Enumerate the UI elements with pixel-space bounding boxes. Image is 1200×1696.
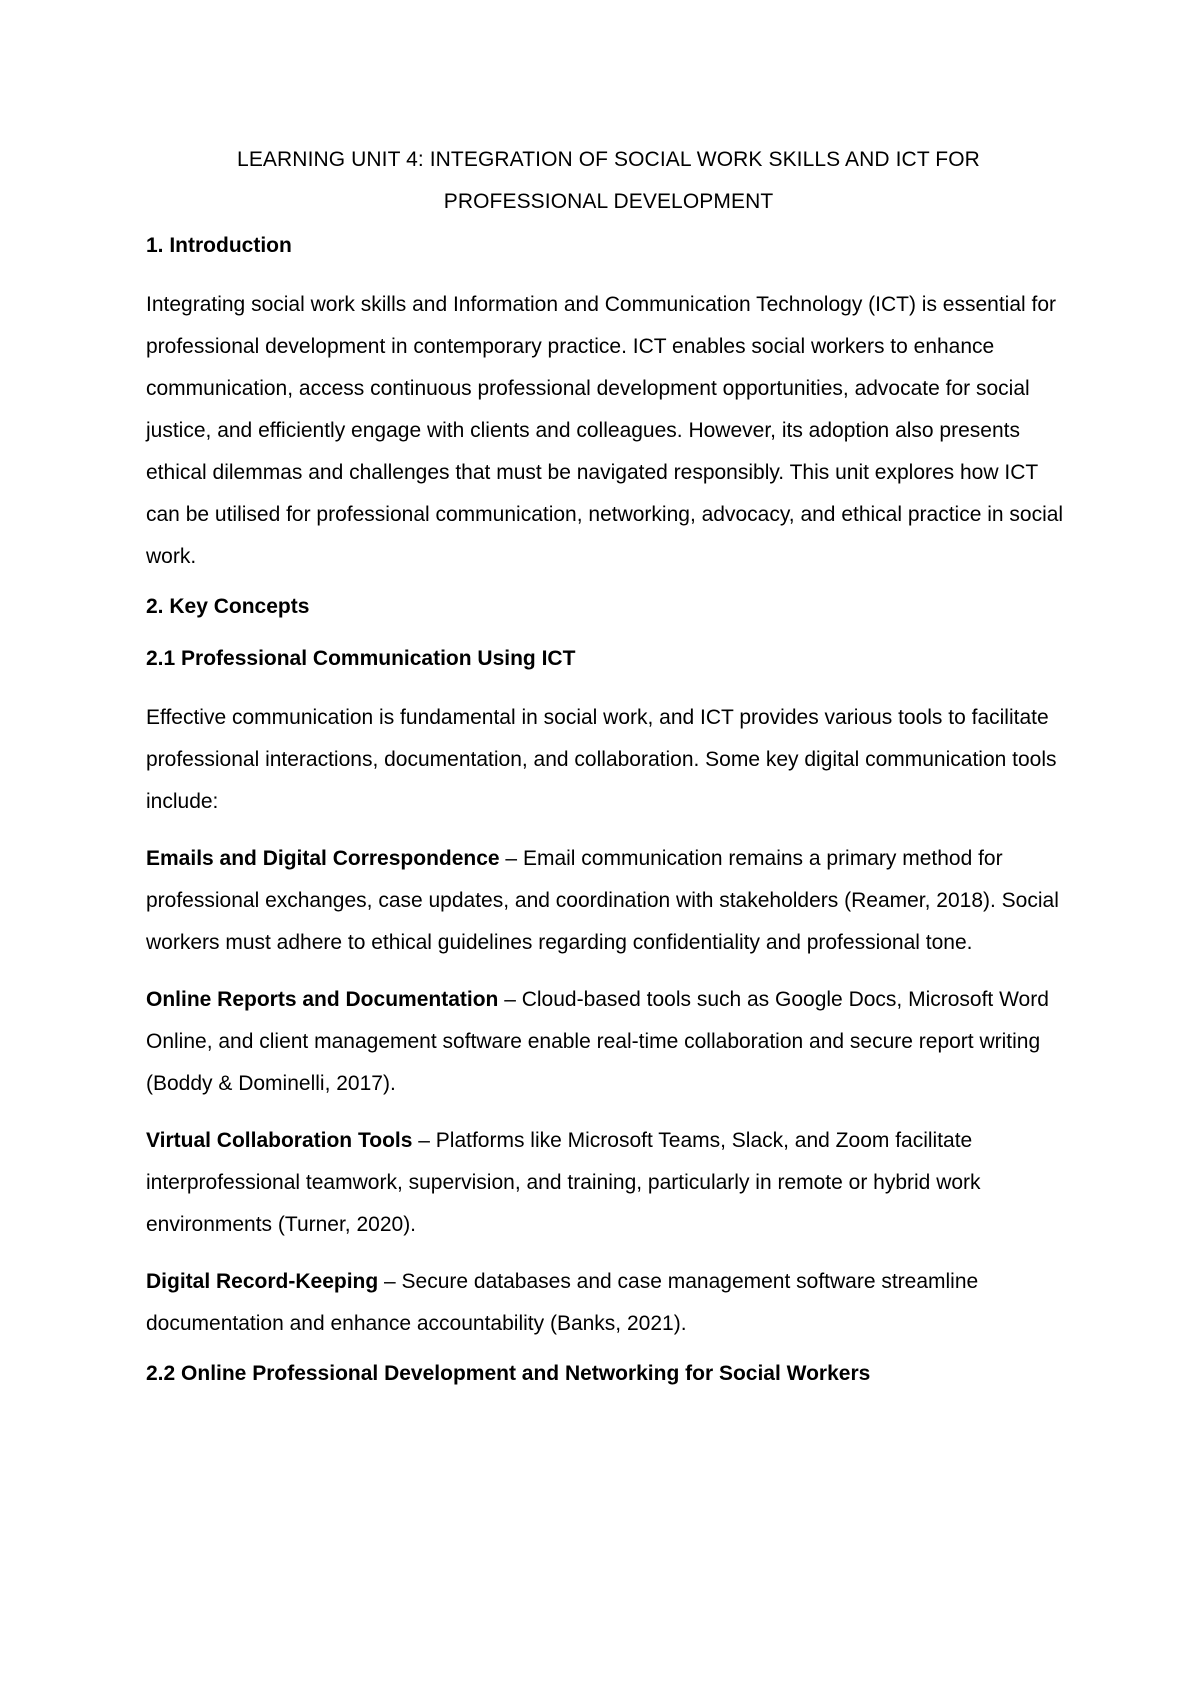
document-content [146,139,1071,1412]
tool-item-virtual-collaboration [146,1120,1071,1246]
professional-communication-heading: 2.1 Professional Communication Using ICT [146,647,576,670]
key-concepts-heading: 2. Key Concepts [146,595,310,618]
tool-term-emails: Emails and Digital Correspondence [146,847,500,870]
tool-item-emails [146,838,1071,964]
networking-heading: 2.2 Online Professional Development and Networking for Social Workers [146,1362,871,1385]
introduction-heading: 1. Introduction [146,234,292,257]
document-title-line-2: PROFESSIONAL DEVELOPMENT [443,190,774,213]
tool-term-virtual-collaboration: Virtual Collaboration Tools [146,1129,413,1152]
tool-text-digital-record-keeping: – Secure databases and case management software streamline documentation and enhance accountability (Banks, 2021). [146,1270,979,1335]
introduction-paragraph: Integrating social work skills and Information and Communication Technology (ICT) is essential for professional development in contemporary practice. ICT enables social workers to enhance communication, access continuous professional development opportunities, advocate for social justice, and efficiently engage with clients and colleagues. However, its adoption also presents ethical dilemmas and challenges that must be navigated responsibly. This unit explores how ICT can be utilised for professional communication, networking, advocacy, and ethical practice in social work. [146,293,1064,568]
tool-item-digital-record-keeping [146,1261,1071,1345]
tool-text-emails: – Email communication remains a primary method for professional exchanges, case updates, and coordination with stakeholders (Reamer, 2018). Social workers must adhere to ethical guidelines regarding confidentiality and professional tone. [146,847,1059,954]
document-title [146,139,1071,223]
tool-text-virtual-collaboration: – Platforms like Microsoft Teams, Slack, and Zoom facilitate interprofessional teamwork, supervision, and training, particularly in remote or hybrid work environments (Turner, 2020). [146,1129,981,1236]
tool-term-digital-record-keeping: Digital Record-Keeping [146,1270,379,1293]
professional-communication-paragraph: Effective communication is fundamental in social work, and ICT provides various tools to facilitate professional interactions, documentation, and collaboration. Some key digital communication tools include: [146,706,1057,813]
document-title-line-1: LEARNING UNIT 4: INTEGRATION OF SOCIAL WORK SKILLS AND ICT FOR [237,148,980,171]
tool-item-online-reports [146,979,1071,1105]
tool-term-online-reports: Online Reports and Documentation [146,988,499,1011]
tool-text-online-reports: – Cloud-based tools such as Google Docs, Microsoft Word Online, and client management software enable real-time collaboration and secure report writing (Boddy & Dominelli, 2017). [146,988,1049,1095]
